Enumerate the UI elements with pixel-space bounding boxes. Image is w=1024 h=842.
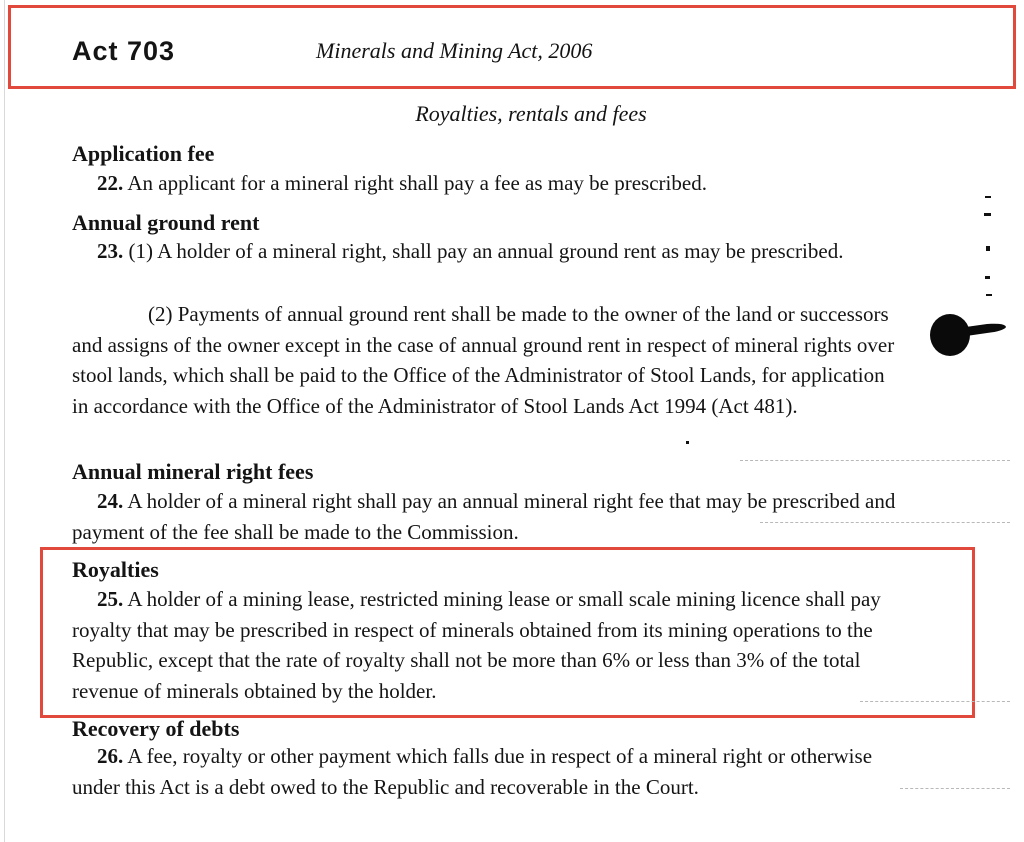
section-heading-annual-mineral-right-fees: Annual mineral right fees bbox=[72, 459, 314, 484]
scan-line bbox=[860, 701, 1010, 702]
scan-speck bbox=[984, 213, 991, 216]
section-number: 25. bbox=[97, 587, 124, 611]
scan-line bbox=[760, 522, 1010, 523]
ink-blot bbox=[930, 314, 970, 356]
scan-line bbox=[740, 460, 1010, 461]
section-number: 22. bbox=[97, 171, 124, 195]
paragraph-text: A holder of a mining lease, restricted mining lease or small scale mining licence shall pay royalty that may be prescribed in respect of minerals obtained from its mining operations to the Republic, except that the rate of royalty shall not be more than 6% or less than 3% of the total revenue of minerals obtained by the holder. bbox=[72, 587, 881, 703]
section-number: 26. bbox=[97, 744, 124, 768]
ink-blot-tail bbox=[968, 321, 1007, 335]
section-heading-royalties: Royalties bbox=[72, 557, 159, 582]
paragraph-text: (2) Payments of annual ground rent shall be made to the owner of the land or successors and assigns of the owner except in the case of annual ground rent in respect of mineral rights over stool lands, which shall be paid to the Office of the Administrator of Stool Lands, for application in accordance with the Office of the Administrator of Stool Lands Act 1994 (Act 481). bbox=[72, 302, 895, 418]
section-22-paragraph bbox=[72, 168, 902, 199]
section-heading-application-fee: Application fee bbox=[72, 141, 215, 166]
section-23-2-paragraph bbox=[72, 299, 902, 421]
part-heading: Royalties, rentals and fees bbox=[415, 101, 647, 126]
scan-speck bbox=[985, 276, 990, 279]
paragraph-text: A fee, royalty or other payment which falls due in respect of a mineral right or otherwise under this Act is a debt owed to the Republic and recoverable in the Court. bbox=[72, 744, 873, 799]
scan-line bbox=[900, 788, 1010, 789]
section-heading-recovery-of-debts: Recovery of debts bbox=[72, 716, 240, 741]
section-26-paragraph bbox=[72, 741, 902, 802]
section-number: 24. bbox=[97, 489, 124, 513]
act-title: Minerals and Mining Act, 2006 bbox=[316, 38, 593, 63]
section-25-paragraph bbox=[72, 584, 902, 706]
paragraph-text: (1) A holder of a mineral right, shall pay an annual ground rent as may be prescribed. bbox=[128, 239, 844, 263]
scan-speck bbox=[986, 294, 992, 296]
section-24-paragraph bbox=[72, 486, 902, 547]
section-23-1-paragraph bbox=[72, 236, 902, 267]
section-number: 23. bbox=[97, 239, 124, 263]
paragraph-text: A holder of a mineral right shall pay an annual mineral right fee that may be prescribed and payment of the fee shall be made to the Commission. bbox=[72, 489, 896, 544]
act-number: Act 703 bbox=[72, 36, 176, 66]
paragraph-text: An applicant for a mineral right shall pay a fee as may be prescribed. bbox=[127, 171, 707, 195]
section-heading-annual-ground-rent: Annual ground rent bbox=[72, 210, 260, 235]
scan-speck bbox=[986, 246, 990, 251]
scan-speck bbox=[985, 196, 991, 198]
scan-speck bbox=[686, 441, 689, 444]
